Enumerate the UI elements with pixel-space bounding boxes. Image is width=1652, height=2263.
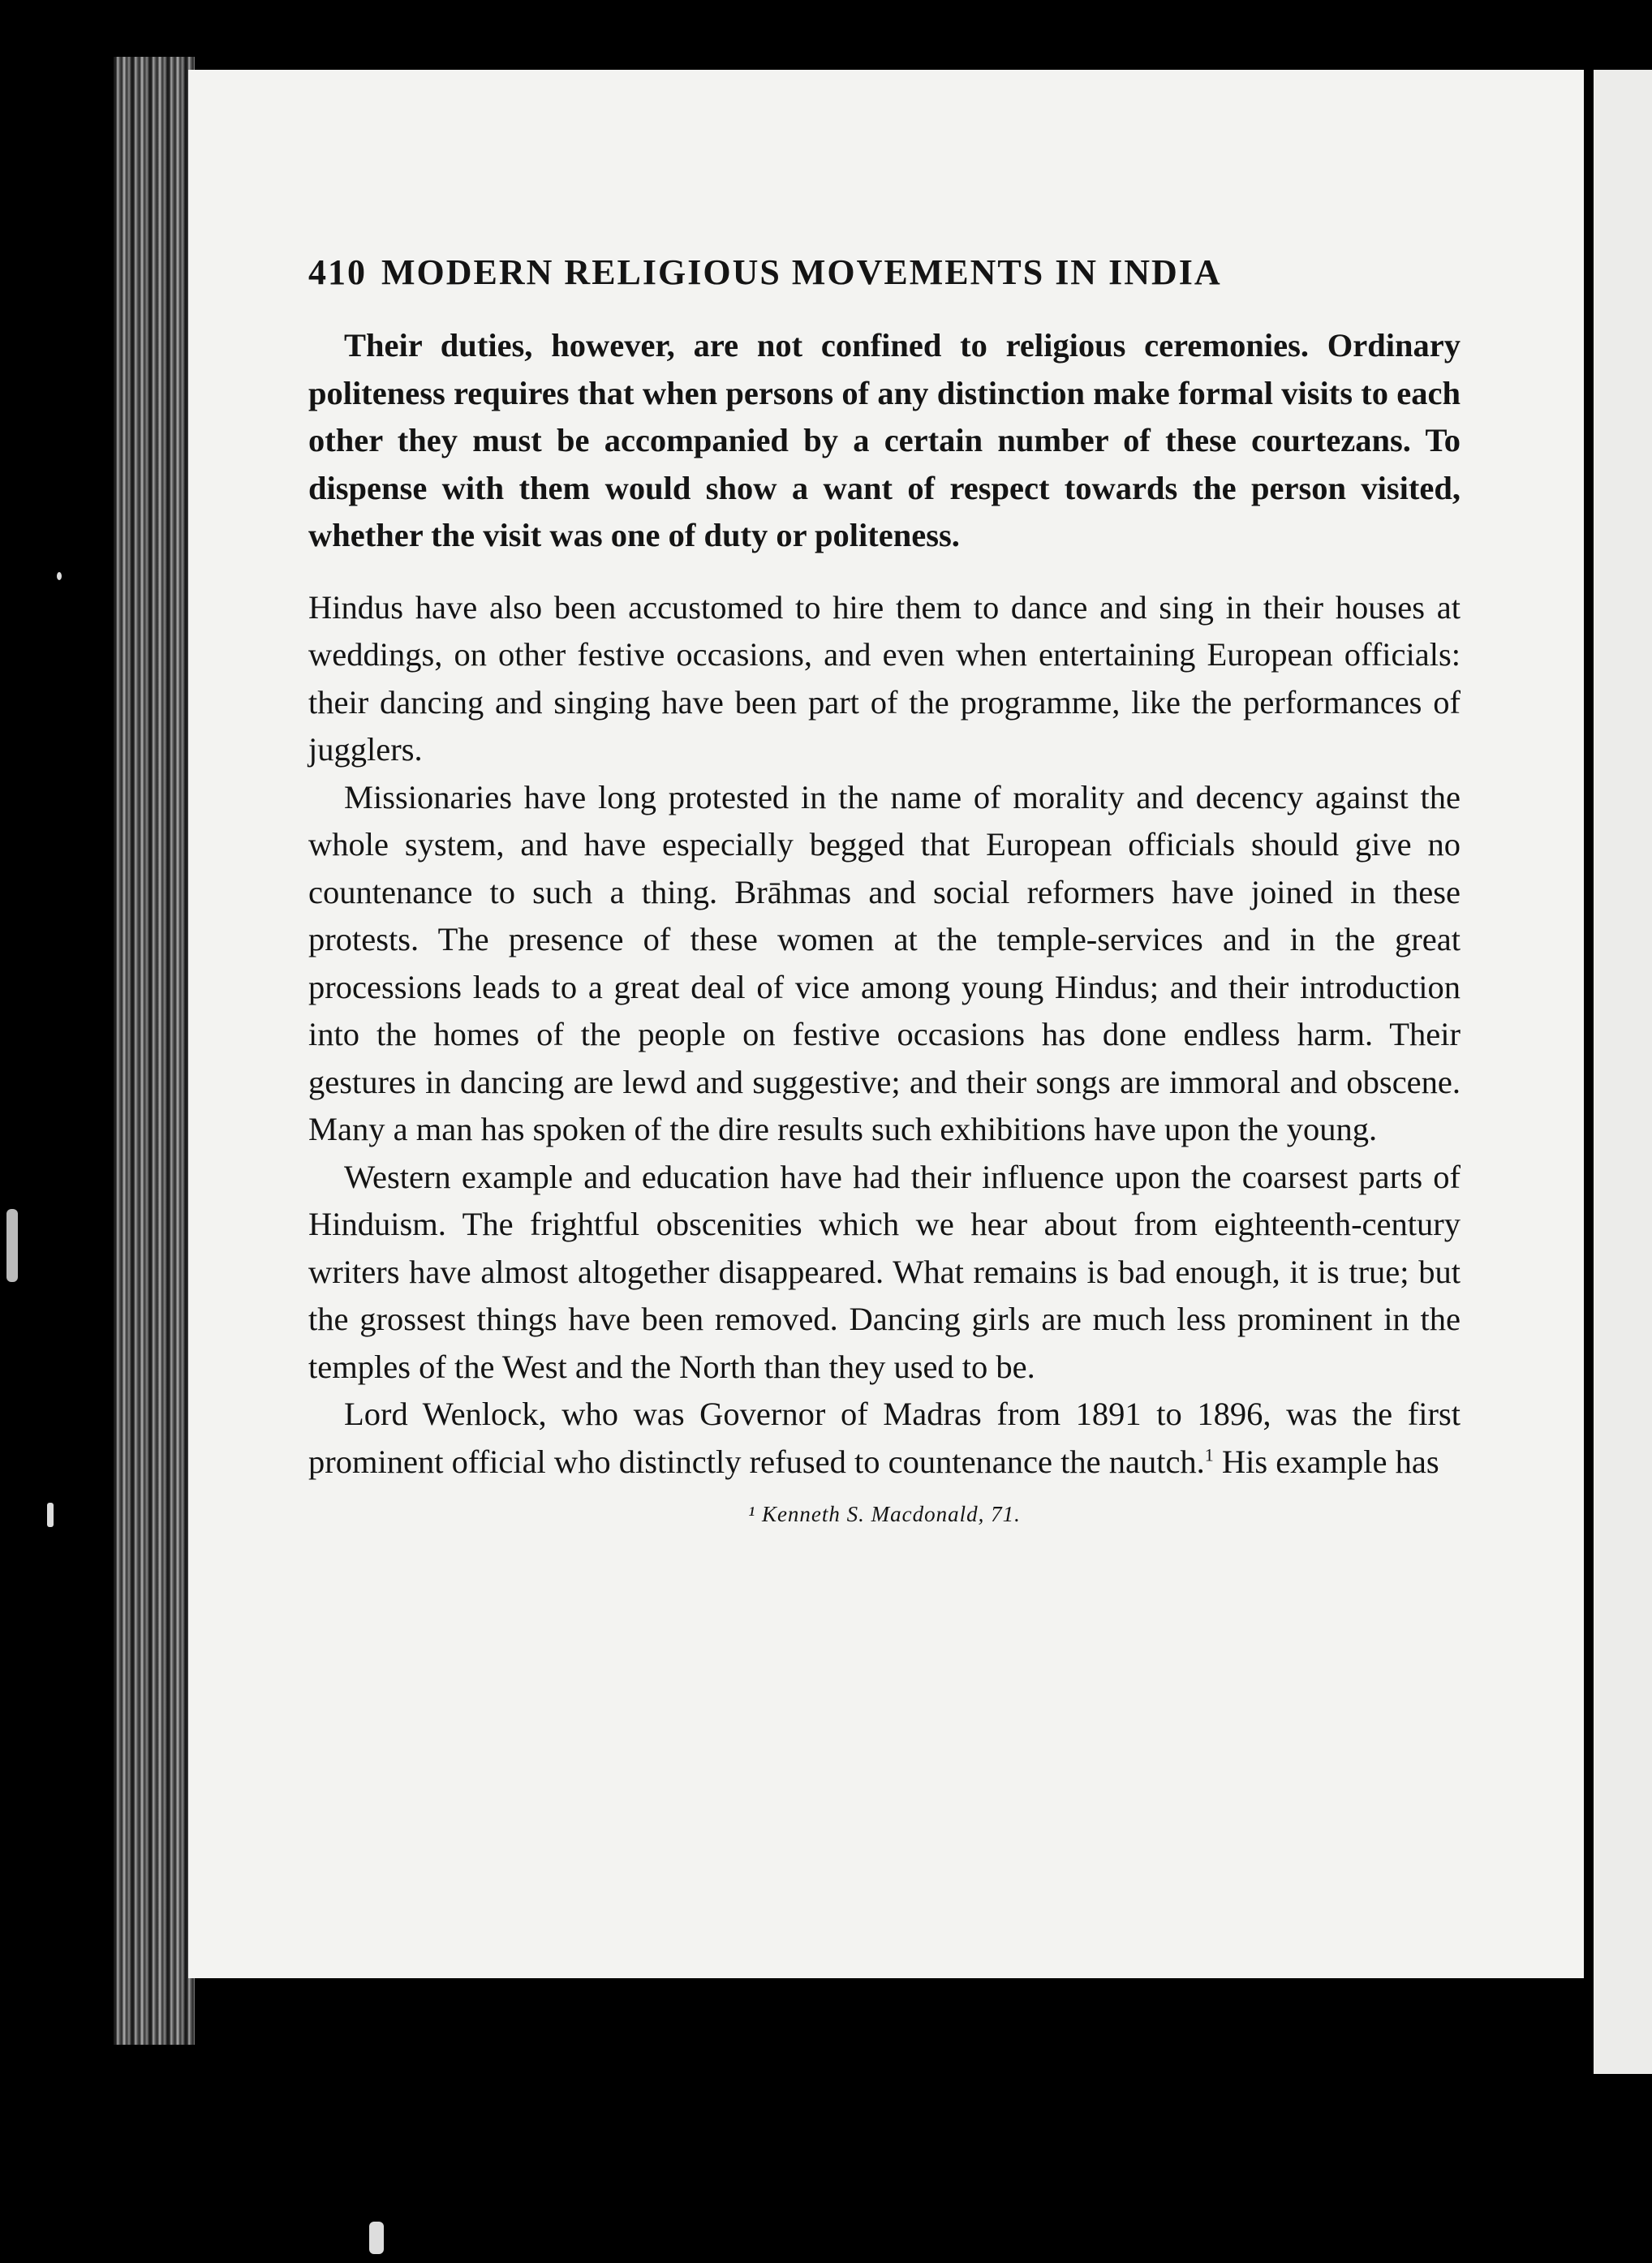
paragraph-1: Their duties, however, are not confined to religious ceremonies. Ordinary politeness requires that when persons of any distinction make formal visits to each other they must be accompanied by a certain number of these courtezans. To dispense with them would show a want of respect towards the person visited, whether the visit was one of duty or politeness. — [308, 327, 1461, 553]
paragraph-2: Hindus have also been accustomed to hire them to dance and sing in their houses at weddings, on other festive occasions, and even when entertaining European officials: their dancing and singing have been part of the programme, like the performances of jugglers. — [308, 588, 1461, 768]
paragraph-5 — [308, 1391, 1461, 1486]
footnote-reference: 1 — [1204, 1444, 1214, 1465]
page-number: 410 — [308, 252, 367, 292]
footnote: ¹ Kenneth S. Macdonald, 71. — [748, 1502, 1021, 1526]
book-page-edges — [114, 57, 195, 2045]
running-title: MODERN RELIGIOUS MOVEMENTS IN INDIA — [381, 252, 1222, 292]
page-text — [308, 252, 1461, 1527]
paragraph-3: Missionaries have long protested in the name of morality and decency against the whole system, and have especially begged that European officials should give no countenance to such a thing. Brāhmas and social reformers have joined in these protests. The presence of these women at the temple-services and in the great processions leads to a great deal of vice among young Hindus; and their introduction into the homes of the people on festive occasions has done endless harm. Their gestures in dancing are lewd and suggestive; and their songs are immoral and obscene. Many a man has spoken of the dire results such exhibitions have upon the young. — [308, 778, 1461, 1147]
scan-speck — [6, 1209, 18, 1282]
scan-speck — [57, 572, 62, 580]
facing-page-edge — [1594, 70, 1652, 2074]
scan-speck — [47, 1503, 54, 1527]
running-head — [308, 252, 1461, 293]
paragraph-4: Western example and education have had their influence upon the coarsest parts of Hinduism. The frightful obscenities which we hear about from eighteenth-century writers have almost altogether disappeared. What remains is bad enough, it is true; but the grossest things have been removed. Dancing girls are much less prominent in the temples of the West and the North than they used to be. — [308, 1158, 1461, 1385]
paragraph-5-continuation: His example has — [1213, 1443, 1439, 1480]
scan-speck — [369, 2222, 384, 2254]
paragraph-5-text: Lord Wenlock, who was Governor of Madras from 1891 to 1896, was the first prominent official who distinctly refused to countenance the nautch. — [308, 1396, 1461, 1480]
